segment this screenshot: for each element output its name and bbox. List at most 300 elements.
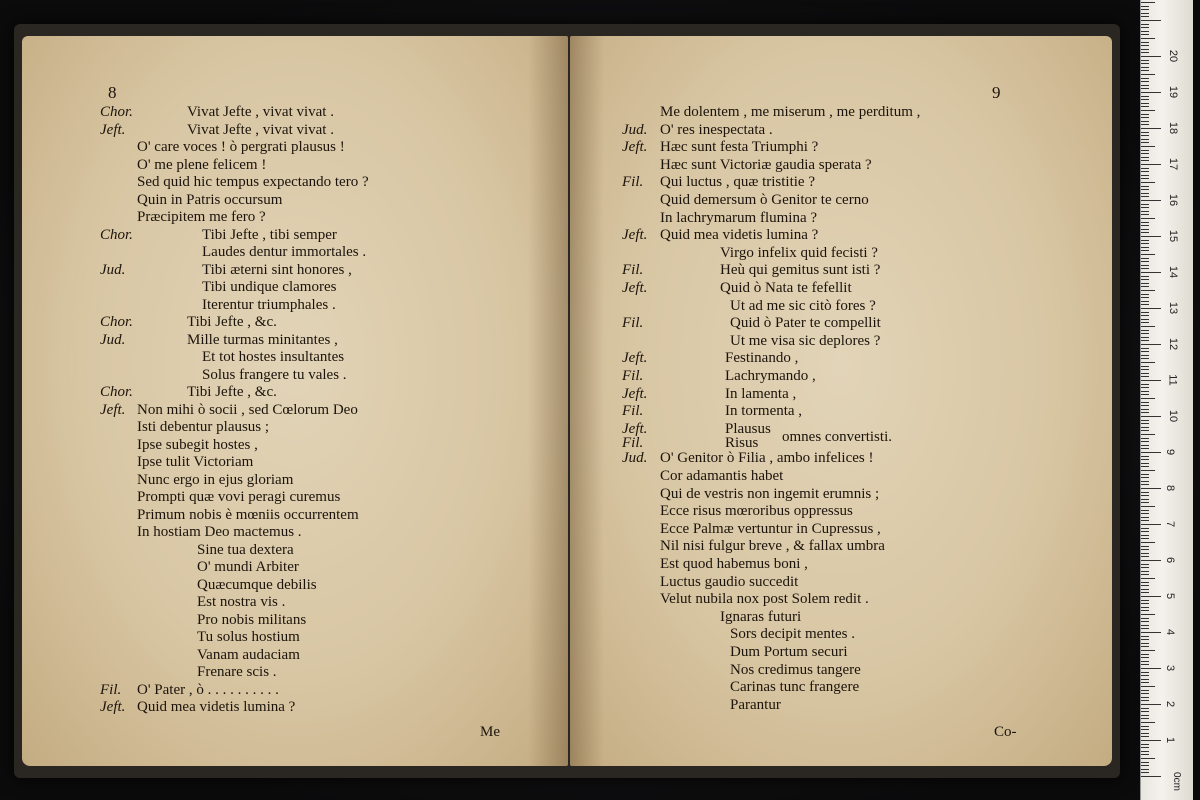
ruler-tick xyxy=(1141,718,1149,719)
ruler-tick xyxy=(1141,106,1149,107)
ruler-tick xyxy=(1141,729,1149,730)
ruler-tick xyxy=(1141,225,1149,226)
speaker-label: Jeft. xyxy=(622,420,648,437)
ruler-number: 7 xyxy=(1164,520,1177,528)
ruler-tick xyxy=(1141,38,1155,39)
ruler-tick xyxy=(1141,218,1155,219)
ruler-tick xyxy=(1141,726,1149,727)
verse-line: Cor adamantis habet xyxy=(660,468,784,484)
ruler-tick xyxy=(1141,549,1149,550)
verse-line: Tibi Jefte , &c. xyxy=(187,314,277,330)
ruler-tick xyxy=(1141,34,1149,35)
ruler-tick xyxy=(1141,614,1155,615)
ruler-tick xyxy=(1141,27,1149,28)
ruler-tick xyxy=(1141,268,1149,269)
ruler-tick xyxy=(1141,632,1161,633)
verse-line: Nunc ergo in ejus gloriam xyxy=(137,471,294,488)
ruler-tick xyxy=(1141,16,1149,17)
ruler-number: 9 xyxy=(1164,448,1177,456)
ruler-tick xyxy=(1141,391,1149,392)
ruler-tick xyxy=(1141,196,1149,197)
ruler-tick xyxy=(1141,700,1149,701)
verse-line: Risus xyxy=(725,434,759,451)
ruler-tick xyxy=(1141,769,1149,770)
verse-line: In hostiam Deo mactemus . xyxy=(137,524,302,540)
ruler-tick xyxy=(1141,765,1149,766)
ruler-tick xyxy=(1141,398,1155,399)
ruler-number: 20 xyxy=(1167,49,1180,63)
ruler-tick xyxy=(1141,160,1149,161)
ruler-tick xyxy=(1141,607,1149,608)
ruler-tick xyxy=(1141,589,1149,590)
ruler-tick xyxy=(1141,643,1149,644)
ruler-unit: 0cm xyxy=(1170,772,1182,791)
verse-line: Prompti quæ vovi peragi curemus xyxy=(137,489,341,505)
ruler-tick xyxy=(1141,315,1149,316)
speaker-label: Fil. xyxy=(622,315,644,332)
ruler-tick xyxy=(1141,553,1149,554)
ruler-tick xyxy=(1141,387,1149,388)
speaker-label: Jud. xyxy=(100,331,126,348)
ruler-tick xyxy=(1141,402,1149,403)
ruler-tick xyxy=(1141,668,1161,669)
ruler-number: 5 xyxy=(1164,592,1177,600)
verse-line: O' Genitor ò Filia , ambo infelices ! xyxy=(660,450,874,467)
ruler-tick xyxy=(1141,661,1149,662)
ruler-tick xyxy=(1141,477,1149,478)
ruler-tick xyxy=(1141,171,1149,172)
ruler-tick xyxy=(1141,427,1149,428)
ruler-tick xyxy=(1141,762,1149,763)
speaker-label: Chor. xyxy=(100,226,133,243)
verse-line: Isti debentur plausus ; xyxy=(137,419,270,435)
speaker-label: Fil. xyxy=(100,681,122,698)
open-book xyxy=(14,24,1120,778)
ruler-tick xyxy=(1141,484,1149,485)
speaker-label: Fil. xyxy=(622,262,644,279)
verse-line: Ecce Palmæ vertuntur in Cupressus , xyxy=(660,520,881,537)
ruler-tick xyxy=(1141,96,1149,97)
verse-line: Præcipitem me fero ? xyxy=(137,209,266,225)
ruler-tick xyxy=(1141,704,1161,705)
ruler-tick xyxy=(1141,585,1149,586)
ruler-tick xyxy=(1141,319,1149,320)
ruler-tick xyxy=(1141,232,1149,233)
ruler-tick xyxy=(1141,495,1149,496)
ruler-number: 19 xyxy=(1167,85,1180,99)
ruler-tick xyxy=(1141,99,1149,100)
ruler-tick xyxy=(1141,740,1161,741)
ruler-tick xyxy=(1141,355,1149,356)
ruler-tick xyxy=(1141,596,1161,597)
ruler-tick xyxy=(1141,139,1149,140)
verse-line: Tibi Jefte , tibi semper xyxy=(202,226,337,243)
ruler-tick xyxy=(1141,207,1149,208)
ruler-tick xyxy=(1141,722,1155,723)
verse-line: Quid mea videtis lumina ? xyxy=(660,227,819,244)
ruler-tick xyxy=(1141,542,1155,543)
verse-line: O' res inespectata . xyxy=(660,121,773,138)
ruler-tick xyxy=(1141,333,1149,334)
ruler-tick xyxy=(1141,168,1149,169)
speaker-label: Jeft. xyxy=(622,280,648,296)
ruler-tick xyxy=(1141,337,1149,338)
verse-line: Virgo infelix quid fecisti ? xyxy=(720,244,878,261)
speaker-label: Jeft. xyxy=(622,350,648,367)
ruler-tick xyxy=(1141,445,1149,446)
catchword: Co- xyxy=(994,724,1017,740)
verse-line: Velut nubila nox post Solem redit . xyxy=(660,591,869,608)
ruler-tick xyxy=(1141,49,1149,50)
speaker-label: Fil. xyxy=(622,174,644,191)
ruler-tick xyxy=(1141,513,1149,514)
ruler-tick xyxy=(1141,132,1149,133)
speaker-label: Jeft. xyxy=(622,139,648,156)
ruler-tick xyxy=(1141,60,1149,61)
ruler-tick xyxy=(1141,308,1161,309)
ruler-tick xyxy=(1141,384,1149,385)
ruler-tick xyxy=(1141,639,1149,640)
verse-line: Vivat Jefte , vivat vivat . xyxy=(187,104,334,120)
ruler-tick xyxy=(1141,625,1149,626)
ruler-tick xyxy=(1141,9,1149,10)
ruler-tick xyxy=(1141,535,1149,536)
verse-line: Sine tua dextera xyxy=(197,541,294,558)
speaker-label: Jeft. xyxy=(100,699,126,715)
ruler-number: 8 xyxy=(1164,484,1177,492)
ruler-number: 17 xyxy=(1167,157,1180,171)
ruler-tick xyxy=(1141,272,1161,273)
ruler-tick xyxy=(1141,103,1149,104)
speaker-label: Jeft. xyxy=(100,401,126,418)
verse-line: Vanam audaciam xyxy=(197,646,300,663)
ruler-tick xyxy=(1141,430,1149,431)
speaker-label: Chor. xyxy=(100,104,133,120)
verse-line: Qui de vestris non ingemit erumnis ; xyxy=(660,485,880,502)
verse-line: Tu solus hostium xyxy=(197,629,300,645)
ruler-tick xyxy=(1141,286,1149,287)
ruler-tick xyxy=(1141,189,1149,190)
ruler-tick xyxy=(1141,733,1149,734)
ruler-tick xyxy=(1141,686,1155,687)
ruler-tick xyxy=(1141,110,1155,111)
ruler-tick xyxy=(1141,178,1149,179)
ruler-tick xyxy=(1141,380,1161,381)
speaker-label: Chor. xyxy=(100,314,133,330)
ruler-tick xyxy=(1141,693,1149,694)
ruler-tick xyxy=(1141,135,1149,136)
ruler-tick xyxy=(1141,301,1149,302)
ruler-tick xyxy=(1141,297,1149,298)
ruler-tick xyxy=(1141,200,1161,201)
ruler-number: 2 xyxy=(1164,700,1177,708)
ruler-tick xyxy=(1141,2,1155,3)
ruler-tick xyxy=(1141,636,1149,637)
ruler-tick xyxy=(1141,488,1161,489)
ruler-tick xyxy=(1141,463,1149,464)
ruler-tick xyxy=(1141,376,1149,377)
ruler-tick xyxy=(1141,672,1149,673)
ruler-tick xyxy=(1141,250,1149,251)
ruler-tick xyxy=(1141,751,1149,752)
ruler-tick xyxy=(1141,290,1155,291)
ruler-tick xyxy=(1141,574,1149,575)
ruler-tick xyxy=(1141,531,1149,532)
ruler-tick xyxy=(1141,276,1149,277)
ruler-tick xyxy=(1141,481,1149,482)
ruler-tick xyxy=(1141,78,1149,79)
ruler-tick xyxy=(1141,423,1149,424)
verse-line: Ignaras futuri xyxy=(720,608,802,625)
verse-line: Hæc sunt festa Triumphi ? xyxy=(660,139,819,156)
ruler-tick xyxy=(1141,164,1161,165)
ruler-tick xyxy=(1141,582,1149,583)
speaker-label: Jud. xyxy=(622,121,648,138)
ruler-number: 10 xyxy=(1167,409,1180,423)
ruler-tick xyxy=(1141,63,1149,64)
verse-line: Hæc sunt Victoriæ gaudia sperata ? xyxy=(660,156,872,173)
ruler-number: 13 xyxy=(1167,301,1180,315)
verse-line: Lachrymando , xyxy=(725,368,816,384)
verse-line: Ut ad me sic citò fores ? xyxy=(730,297,876,314)
ruler-tick xyxy=(1141,369,1149,370)
ruler-tick xyxy=(1141,121,1149,122)
ruler-tick xyxy=(1141,448,1149,449)
verse-line: Pro nobis militans xyxy=(197,611,307,628)
ruler-tick xyxy=(1141,340,1149,341)
verse-line: In tormenta , xyxy=(725,403,803,420)
ruler-tick xyxy=(1141,682,1149,683)
verse-line: O' me plene felicem ! xyxy=(137,156,267,173)
ruler-tick xyxy=(1141,600,1149,601)
ruler-tick xyxy=(1141,193,1149,194)
verse-line: Parantur xyxy=(730,696,781,713)
verse-line: Quæcumque debilis xyxy=(197,576,317,593)
ruler-tick xyxy=(1141,708,1149,709)
verse-line: Sed quid hic tempus expectando tero ? xyxy=(137,174,369,190)
ruler-tick xyxy=(1141,664,1149,665)
page-number: 8 xyxy=(108,83,117,102)
speaker-label: Jeft. xyxy=(100,121,126,138)
speaker-label: Jeft. xyxy=(622,227,648,244)
ruler-tick xyxy=(1141,690,1149,691)
verse-line: Iterentur triumphales . xyxy=(202,296,336,313)
ruler-tick xyxy=(1141,474,1149,475)
ruler-tick xyxy=(1141,758,1155,759)
ruler-tick xyxy=(1141,776,1161,777)
ruler-tick xyxy=(1141,499,1149,500)
ruler-number: 1 xyxy=(1164,736,1177,744)
ruler-tick xyxy=(1141,261,1149,262)
ruler-tick xyxy=(1141,150,1149,151)
verse-line: Quid ò Pater te compellit xyxy=(730,315,881,332)
ruler-tick xyxy=(1141,517,1149,518)
ruler-tick xyxy=(1141,294,1149,295)
ruler-tick xyxy=(1141,772,1149,773)
ruler-tick xyxy=(1141,211,1149,212)
ruler-tick xyxy=(1141,243,1149,244)
verse-line: Tibi undique clamores xyxy=(202,279,337,295)
verse-line: Festinando , xyxy=(725,350,799,367)
ruler-tick xyxy=(1141,20,1161,21)
ruler-tick xyxy=(1141,538,1149,539)
speaker-label: Jeft. xyxy=(622,385,648,402)
verse-line: Me dolentem , me miserum , me perditum , xyxy=(660,104,921,120)
ruler-tick xyxy=(1141,157,1149,158)
ruler-tick xyxy=(1141,312,1149,313)
ruler-tick xyxy=(1141,42,1149,43)
ruler-tick xyxy=(1141,416,1161,417)
ruler-tick xyxy=(1141,711,1149,712)
ruler-tick xyxy=(1141,182,1155,183)
ruler-tick xyxy=(1141,560,1161,561)
ruler-tick xyxy=(1141,222,1149,223)
ruler-tick xyxy=(1141,214,1149,215)
ruler-tick xyxy=(1141,394,1149,395)
ruler-tick xyxy=(1141,6,1149,7)
ruler-tick xyxy=(1141,744,1149,745)
ruler-tick xyxy=(1141,45,1149,46)
ruler-tick xyxy=(1141,697,1149,698)
ruler-tick xyxy=(1141,326,1155,327)
ruler-tick xyxy=(1141,204,1149,205)
verse-line: Quin in Patris occursum xyxy=(137,191,283,208)
ruler-tick xyxy=(1141,117,1149,118)
verse-line: Non mihi ò socii , sed Cœlorum Deo xyxy=(137,401,358,418)
speaker-label: Fil. xyxy=(622,434,644,451)
ruler-tick xyxy=(1141,67,1149,68)
verse-line: Ipse subegit hostes , xyxy=(137,436,258,453)
verse-line: Tibi æterni sint honores , xyxy=(202,261,352,278)
ruler-tick xyxy=(1141,351,1149,352)
ruler-number: 3 xyxy=(1164,664,1177,672)
ruler-number: 14 xyxy=(1167,265,1180,279)
ruler-tick xyxy=(1141,88,1149,89)
ruler-tick xyxy=(1141,85,1149,86)
ruler-tick xyxy=(1141,441,1149,442)
ruler-tick xyxy=(1141,510,1149,511)
ruler-tick xyxy=(1141,506,1155,507)
ruler-tick xyxy=(1141,92,1161,93)
ruler-tick xyxy=(1141,567,1149,568)
ruler-tick xyxy=(1141,546,1149,547)
speaker-label: Jud. xyxy=(100,261,126,278)
speaker-label: Jud. xyxy=(622,450,648,467)
ruler-tick xyxy=(1141,366,1149,367)
ruler-tick xyxy=(1141,456,1149,457)
verse-line: O' mundi Arbiter xyxy=(197,559,299,575)
ruler-tick xyxy=(1141,247,1149,248)
ruler-tick xyxy=(1141,265,1149,266)
ruler-tick xyxy=(1141,603,1149,604)
ruler-tick xyxy=(1141,715,1149,716)
verse-line: O' Pater , ò . . . . . . . . . . xyxy=(137,681,279,698)
ruler-tick xyxy=(1141,452,1161,453)
verse-line: In lachrymarum flumina ? xyxy=(660,209,818,226)
verse-line: Qui luctus , quæ tristitie ? xyxy=(660,174,815,191)
ruler-number: 4 xyxy=(1164,628,1177,636)
speaker-label: Fil. xyxy=(622,368,644,384)
verse-line: In lamenta , xyxy=(725,385,797,402)
ruler-tick xyxy=(1141,466,1149,467)
ruler-tick xyxy=(1141,409,1149,410)
ruler-tick xyxy=(1141,650,1155,651)
ruler-tick xyxy=(1141,322,1149,323)
ruler-tick xyxy=(1141,657,1149,658)
verse-line: Est quod habemus boni , xyxy=(660,556,808,572)
ruler-tick xyxy=(1141,621,1149,622)
verse-line: Quid ò Nata te fefellit xyxy=(720,280,852,296)
ruler-tick xyxy=(1141,592,1149,593)
ruler-tick xyxy=(1141,654,1149,655)
measuring-ruler xyxy=(1140,0,1193,800)
ruler-tick xyxy=(1141,405,1149,406)
ruler-tick xyxy=(1141,304,1149,305)
ruler-tick xyxy=(1141,524,1161,525)
ruler-number: 6 xyxy=(1164,556,1177,564)
ruler-tick xyxy=(1141,52,1149,53)
ruler-number: 15 xyxy=(1167,229,1180,243)
verse-line: Primum nobis è mœniis occurrentem xyxy=(137,506,359,523)
verse-line: Dum Portum securi xyxy=(730,644,848,660)
ruler-tick xyxy=(1141,175,1149,176)
verse-line: Nil nisi fulgur breve , & fallax umbra xyxy=(660,538,885,555)
ruler-tick xyxy=(1141,186,1149,187)
ruler-tick xyxy=(1141,412,1149,413)
ruler-tick xyxy=(1141,31,1149,32)
ruler-tick xyxy=(1141,628,1149,629)
verse-line: Vivat Jefte , vivat vivat . xyxy=(187,121,334,138)
ruler-tick xyxy=(1141,520,1149,521)
ruler-tick xyxy=(1141,81,1149,82)
ruler-tick xyxy=(1141,348,1149,349)
verse-line: Luctus gaudio succedit xyxy=(660,573,799,590)
ruler-tick xyxy=(1141,142,1149,143)
ruler-tick xyxy=(1141,564,1149,565)
ruler-number: 11 xyxy=(1166,374,1179,386)
ruler-tick xyxy=(1141,610,1149,611)
ruler-tick xyxy=(1141,492,1149,493)
page-number: 9 xyxy=(992,83,1001,102)
ruler-tick xyxy=(1141,502,1149,503)
brace-text: omnes convertisti. xyxy=(782,428,892,445)
ruler-tick xyxy=(1141,420,1149,421)
ruler-tick xyxy=(1141,459,1149,460)
speaker-label: Fil. xyxy=(622,403,644,420)
ruler-tick xyxy=(1141,344,1161,345)
ruler-tick xyxy=(1141,229,1149,230)
verse-line: Tibi Jefte , &c. xyxy=(187,384,277,400)
ruler-tick xyxy=(1141,124,1149,125)
left-page xyxy=(22,36,568,766)
verse-line: Nos credimus tangere xyxy=(730,661,861,678)
ruler-tick xyxy=(1141,146,1155,147)
ruler-tick xyxy=(1141,675,1149,676)
verse-line: Mille turmas minitantes , xyxy=(187,331,338,348)
verse-line: O' care voces ! ò pergrati plausus ! xyxy=(137,139,345,155)
ruler-number: 18 xyxy=(1167,121,1180,135)
verse-line: Ecce risus mœroribus oppressus xyxy=(660,503,853,520)
ruler-tick xyxy=(1141,240,1149,241)
verse-line: Est nostra vis . xyxy=(197,594,286,610)
verse-line: Heù qui gemitus sunt isti ? xyxy=(720,262,881,279)
ruler-tick xyxy=(1141,70,1149,71)
verse-line: Solus frangere tu vales . xyxy=(202,366,347,383)
ruler-number: 16 xyxy=(1167,193,1180,207)
ruler-tick xyxy=(1141,13,1149,14)
verse-line: Frenare scis . xyxy=(197,664,277,680)
ruler-tick xyxy=(1141,283,1149,284)
